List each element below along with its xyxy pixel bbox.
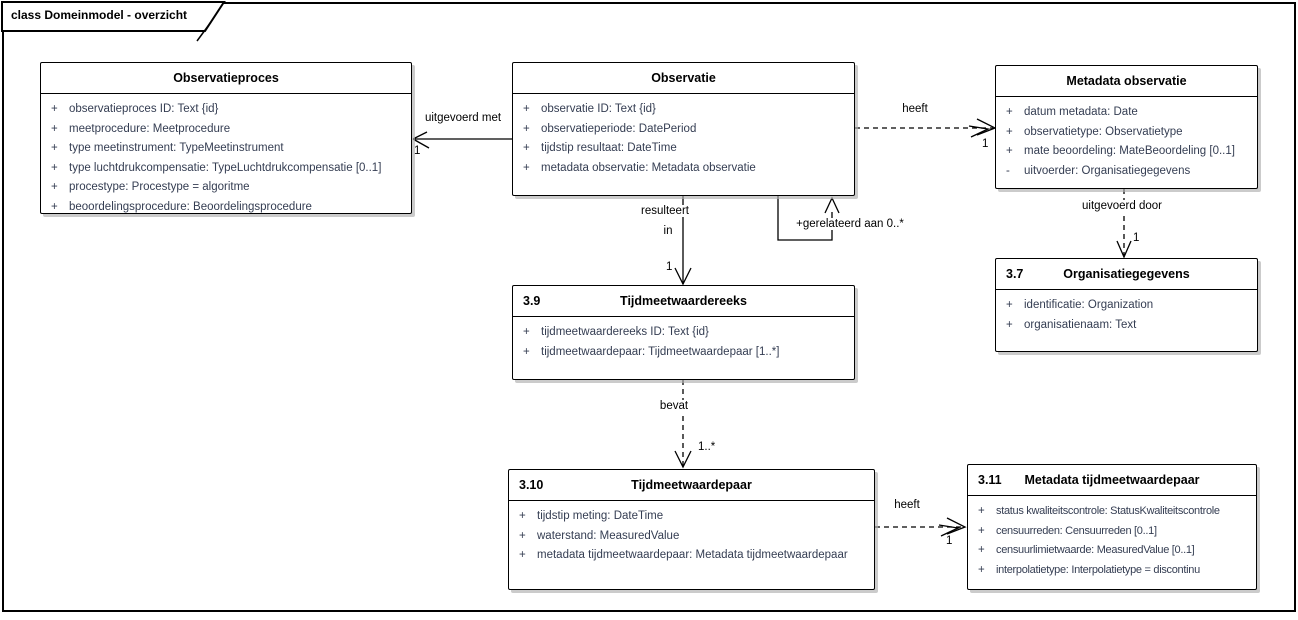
attribute: + tijdstip meting: DateTime [509, 507, 874, 527]
visibility: + [523, 142, 530, 154]
attribute: + interpolatietype: Interpolatietype = discontinu [968, 561, 1256, 581]
class-name: Observatieproces [173, 71, 279, 85]
visibility: + [1006, 106, 1013, 118]
label-in: in [663, 225, 673, 237]
attribute: + identificatie: Organization [996, 296, 1257, 316]
attribute: + meetprocedure: Meetprocedure [41, 120, 411, 140]
visibility: + [519, 529, 526, 542]
visibility: + [978, 524, 985, 537]
attribute: + observatieperiode: DatePeriod [513, 120, 854, 140]
class-name: Metadata tijdmeetwaardepaar [1024, 473, 1200, 487]
class-organisatiegegevens [995, 258, 1258, 352]
connector-bevat [675, 380, 691, 467]
visibility: + [523, 161, 530, 174]
class-name: Tijdmeetwaardereeks [620, 294, 747, 308]
visibility: + [978, 505, 985, 517]
visibility: + [51, 200, 58, 213]
attribute: + waterstand: MeasuredValue [509, 527, 874, 547]
class-name: Organisatiegegevens [1063, 267, 1190, 281]
attribute: - uitvoerder: Organisatiegegevens [996, 162, 1257, 182]
connector-uitgevoerd-met [413, 132, 512, 148]
label-heeft-observatie: heeft [902, 103, 928, 115]
visibility: + [1006, 299, 1013, 311]
attribute: + datum metadata: Date [996, 103, 1257, 123]
attribute: + tijdmeetwaardereeks ID: Text {id} [513, 323, 854, 343]
attribute: + mate beoordeling: MateBeoordeling [0..1] [996, 142, 1257, 162]
multiplicity-uitgevoerd-door: 1 [1133, 232, 1140, 244]
visibility: + [1006, 125, 1013, 138]
label-heeft-tijdmeetwaardepaar: heeft [894, 499, 920, 511]
visibility: + [978, 544, 985, 556]
visibility: + [523, 326, 530, 338]
class-name: Observatie [651, 71, 716, 85]
visibility: + [51, 122, 58, 135]
visibility: + [51, 181, 58, 193]
attribute: + observatie ID: Text {id} [513, 100, 854, 120]
visibility: + [51, 142, 58, 154]
attribute: + censuurlimietwaarde: MeasuredValue [0..1] [968, 541, 1256, 561]
class-observatie [512, 62, 855, 196]
attribute: + type luchtdrukcompensatie: TypeLuchtdrukcompensatie [0..1] [41, 159, 411, 179]
attribute: + organisatienaam: Text [996, 316, 1257, 336]
attribute: + type meetinstrument: TypeMeetinstrument [41, 139, 411, 159]
multiplicity-heeft-tijdmeetwaardepaar: 1 [946, 535, 953, 547]
attribute: + metadata tijdmeetwaardepaar: Metadata tijdmeetwaardepaar [509, 546, 874, 566]
class-number: 3.11 [978, 473, 1002, 487]
visibility: + [51, 103, 58, 115]
label-uitgevoerd-door: uitgevoerd door [1082, 200, 1162, 212]
diagram-title: class Domeinmodel - overzicht [11, 8, 188, 22]
multiplicity-uitgevoerd-met: 1 [414, 145, 421, 157]
class-name: Tijdmeetwaardepaar [631, 478, 752, 492]
attribute: + censuurreden: Censuurreden [0..1] [968, 522, 1256, 542]
label-resulteert: resulteert [641, 205, 689, 217]
multiplicity-resulteert-in: 1 [666, 261, 673, 273]
attribute: + observatieproces ID: Text {id} [41, 100, 411, 120]
visibility: - [1006, 164, 1010, 177]
attribute: + procestype: Procestype = algoritme [41, 178, 411, 198]
class-number: 3.10 [519, 478, 544, 492]
attribute: + tijdmeetwaardepaar: Tijdmeetwaardepaar [1..*] [513, 343, 854, 363]
class-metadata-tijdmeetwaardepaar [967, 464, 1257, 590]
class-tijdmeetwaardereeks [512, 285, 855, 380]
visibility: + [51, 161, 58, 174]
class-number: 3.7 [1006, 267, 1024, 281]
connector-heeft-observatie [855, 119, 995, 137]
class-metadata-observatie [995, 65, 1258, 189]
visibility: + [1006, 318, 1013, 331]
label-bevat: bevat [659, 400, 689, 412]
visibility: + [519, 549, 526, 561]
attribute: + beoordelingsprocedure: Beoordelingsprocedure [41, 198, 411, 218]
multiplicity-bevat: 1..* [698, 441, 716, 453]
visibility: + [519, 510, 526, 522]
class-name: Metadata observatie [1066, 74, 1187, 88]
multiplicity-heeft-observatie: 1 [982, 138, 989, 150]
visibility: + [523, 345, 530, 358]
attribute: + metadata observatie: Metadata observatie [513, 159, 854, 179]
attribute: + tijdstip resultaat: DateTime [513, 139, 854, 159]
visibility: + [523, 103, 530, 115]
visibility: + [978, 563, 985, 576]
class-observatieproces [40, 62, 412, 214]
class-number: 3.9 [523, 294, 541, 308]
visibility: + [523, 122, 530, 135]
visibility: + [1006, 145, 1013, 157]
attribute: + observatietype: Observatietype [996, 123, 1257, 143]
class-tijdmeetwaardepaar [508, 469, 875, 590]
connector-heeft-tijdmeetwaardepaar [875, 518, 965, 536]
attribute: + status kwaliteitscontrole: StatusKwaliteitscontrole [968, 502, 1256, 522]
label-gerelateerd-aan: +gerelateerd aan 0..* [796, 218, 904, 230]
label-uitgevoerd-met: uitgevoerd met [424, 112, 502, 124]
